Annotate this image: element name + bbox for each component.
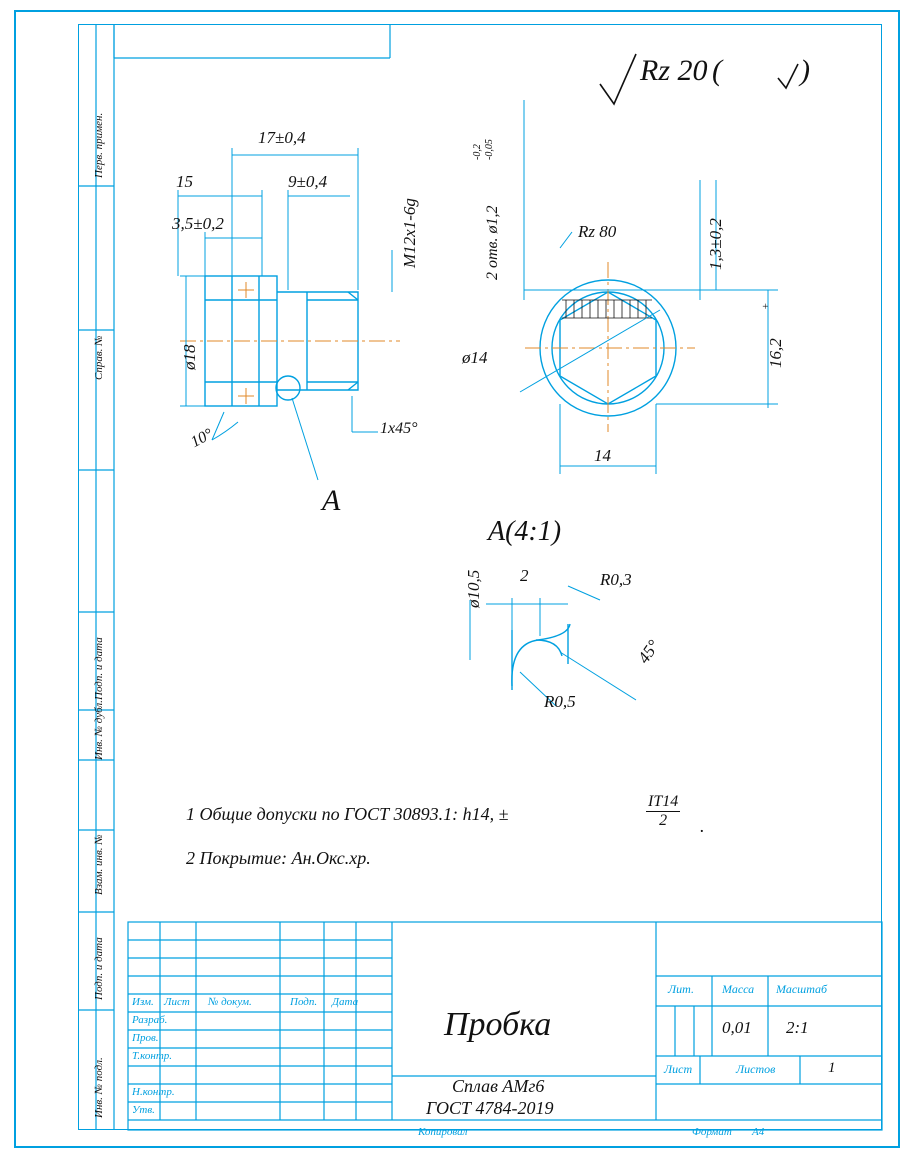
tb-mass-value: 0,01 (722, 1018, 752, 1037)
tb-copier-label: Копировал (418, 1126, 468, 1138)
right-view-centerlines (525, 262, 695, 432)
detail-view-title: A(4:1) (488, 516, 562, 547)
tb-col-podp: Подп. (290, 996, 318, 1008)
tech-req-2-num: 2 (186, 848, 195, 868)
roughness-note-text: Rz 20 (640, 54, 708, 87)
dim-flange-length: 15 (176, 172, 193, 191)
margin-label-podp-data-1: Подп. и дата (93, 637, 105, 700)
tech-req-1 (186, 804, 509, 825)
tech-req-1-text: Общие допуски по ГОСТ 30893.1: h14, ± (199, 804, 509, 824)
tech-req-2 (186, 848, 371, 869)
tb-format-label: Формат (692, 1126, 732, 1138)
tech-req-1-tail: . (700, 816, 705, 836)
detail-view-dimensions (470, 586, 636, 706)
margin-label-perv-primen: Перв. примен. (93, 112, 105, 178)
tb-sheet-label: Лист (664, 1062, 693, 1076)
tb-role-utv: Утв. (132, 1104, 155, 1116)
detail-view-geometry (512, 624, 570, 690)
tb-scale-label: Масштаб (776, 982, 828, 996)
tech-req-1-fraction-top: IT14 (648, 793, 679, 810)
margin-label-inv-dubl: Инв. № дубл. (93, 700, 105, 760)
dim-detail-diameter: ø10,5 (464, 569, 483, 608)
dim-angle: 45° (634, 636, 664, 667)
dim-groove-width: 2 (520, 566, 529, 585)
tb-mass-label: Масса (722, 982, 755, 996)
tech-req-1-fraction-bottom: 2 (659, 812, 668, 829)
dim-slot-depth: 1,3±0,2 (706, 218, 725, 270)
tb-col-izm: Изм. (132, 996, 154, 1008)
roughness-note-paren-close: ) (800, 54, 810, 87)
tb-col-dokum: № докум. (208, 996, 252, 1008)
tb-role-prov: Пров. (132, 1032, 159, 1044)
margin-label-podp-data-2: Подп. и дата (93, 937, 105, 1000)
dim-thread-spec: M12x1-6g (400, 198, 419, 268)
right-view-dimensions (520, 100, 778, 474)
margin-label-inv-podl: Инв. № подл. (93, 1057, 105, 1118)
tb-role-razrab: Разраб. (132, 1014, 168, 1026)
tech-req-2-text: Покрытие: Ан.Окс.хр. (199, 848, 371, 868)
dim-radius-small: R0,3 (600, 570, 632, 589)
dim-overall-length: 17±0,4 (258, 128, 306, 147)
tech-req-1-fraction (646, 793, 680, 830)
detail-callout-a: A (322, 484, 341, 517)
dim-two-holes-tol-bottom: -0,05 (484, 139, 495, 160)
tb-scale-value: 2:1 (786, 1018, 809, 1037)
tb-sheets-value: 1 (828, 1060, 836, 1076)
tb-format-value: А4 (752, 1126, 765, 1138)
tb-col-data: Дата (332, 996, 359, 1008)
dim-head-diameter: ø18 (180, 344, 199, 370)
tb-lit-label: Лит. (668, 982, 694, 996)
roughness-note-paren-open: ( (712, 54, 722, 87)
tb-role-nkontr: Н.контр. (132, 1086, 175, 1098)
dim-two-holes: 2 отв. ø1,2 (484, 205, 501, 280)
dim-bore-diameter: ø14 (462, 348, 488, 367)
dim-roughness-local: Rz 80 (578, 222, 617, 241)
dim-two-holes-tol-top: -0,2 (472, 144, 483, 160)
dim-head-thickness: 3,5±0,2 (172, 214, 224, 233)
margin-label-sprav: Справ. № (93, 335, 105, 380)
dim-hex-height-sup: + (760, 302, 772, 310)
dim-radius-large: R0,5 (544, 692, 576, 711)
dim-hex-across-flats: 14 (594, 446, 611, 465)
dim-thread-length: 9±0,4 (288, 172, 328, 191)
tb-col-list: Лист (164, 996, 190, 1008)
tech-req-1-num: 1 (186, 804, 195, 824)
dim-chamfer: 1x45° (380, 420, 418, 437)
tb-part-name: Пробка (444, 1006, 552, 1043)
tb-sheets-label: Листов (736, 1062, 776, 1076)
margin-label-vzam-inv: Взам. инв. № (93, 834, 105, 895)
dim-taper-angle: 10° (188, 425, 216, 452)
tb-material-line2: ГОСТ 4784-2019 (426, 1098, 554, 1118)
tb-material-line1: Сплав АМг6 (452, 1076, 545, 1096)
dim-hex-height: 16,2 (766, 338, 785, 368)
tb-role-tkontr: Т.контр. (132, 1050, 173, 1062)
